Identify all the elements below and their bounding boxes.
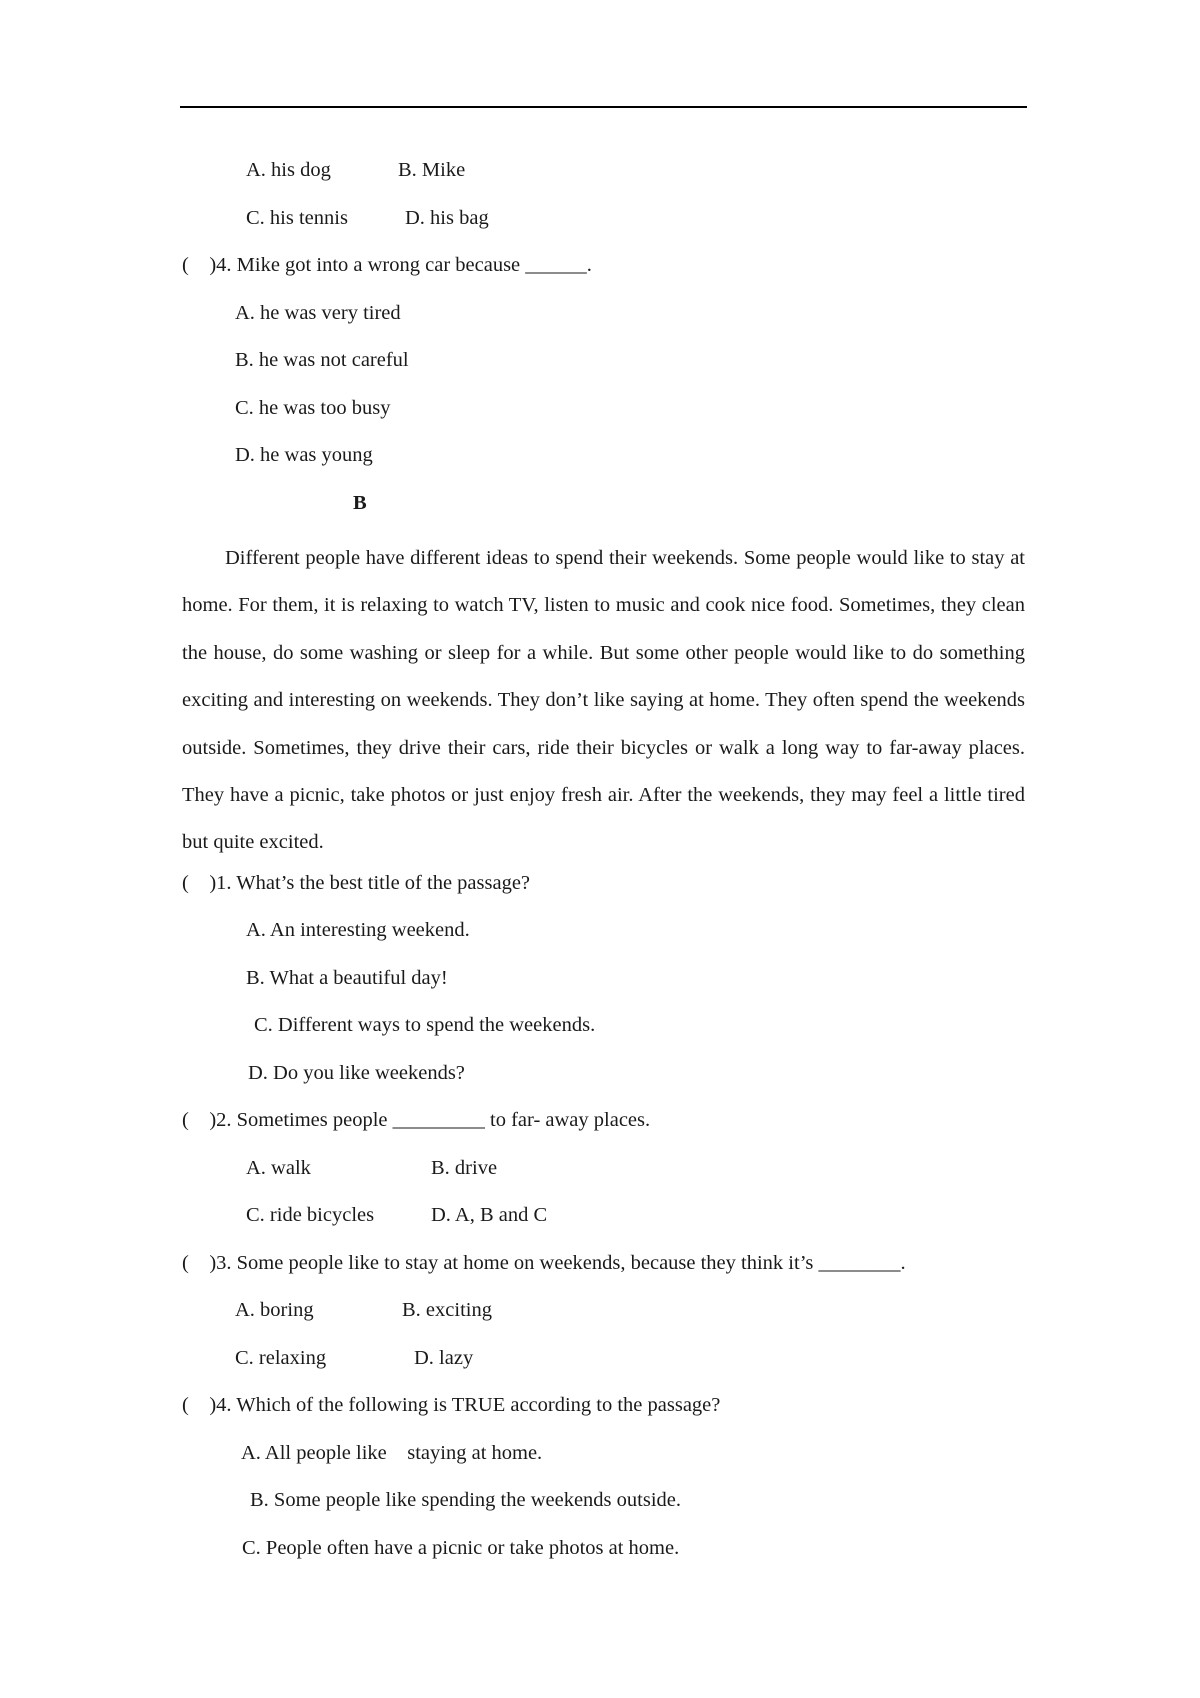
q4-option-a: A. he was very tired — [235, 302, 401, 324]
b-q3-option-b: B. exciting — [402, 1299, 492, 1321]
b-q4-option-a: A. All people like staying at home. — [241, 1442, 543, 1464]
b-question-4: ( )4. Which of the following is TRUE according to the passage? — [182, 1394, 721, 1416]
b-q1-option-a: A. An interesting weekend. — [246, 919, 470, 941]
question-4: ( )4. Mike got into a wrong car because ______. — [182, 254, 592, 276]
option-d: D. his bag — [405, 207, 489, 229]
section-heading: B — [353, 492, 367, 514]
b-q2-option-d: D. A, B and C — [431, 1204, 548, 1226]
option-c: C. his tennis — [246, 207, 348, 229]
passage: Different people have different ideas to spend their weekends. Some people would like to stay at home. For them, it is relaxing to watch TV, listen to music and cook nice food. Sometimes, they clean the house, do some washing or sleep for a while. But some other people would like to do something exciting and interesting on weekends. They don’t like saying at home. They often spend the weekends outside. Sometimes, they drive their cars, ride their bicycles or walk a long way to far-away places. They have a picnic, take photos or just enjoy fresh air. After the weekends, they may feel a little tired but quite excited. — [182, 547, 1025, 854]
b-q2-option-b: B. drive — [431, 1157, 498, 1179]
q4-option-b: B. he was not careful — [235, 349, 409, 371]
option-a: A. his dog — [246, 159, 331, 181]
b-q2-option-c: C. ride bicycles — [246, 1204, 375, 1226]
b-question-2: ( )2. Sometimes people _________ to far- away places. — [182, 1109, 651, 1131]
header-rule — [180, 106, 1027, 108]
b-q3-option-a: A. boring — [235, 1299, 314, 1321]
b-q1-option-c: C. Different ways to spend the weekends. — [254, 1014, 596, 1036]
q4-option-c: C. he was too busy — [235, 397, 391, 419]
b-question-1: ( )1. What’s the best title of the passage? — [182, 872, 531, 894]
b-q1-option-b: B. What a beautiful day! — [246, 967, 448, 989]
b-question-3: ( )3. Some people like to stay at home on weekends, because they think it’s ________. — [182, 1252, 906, 1274]
b-q4-option-c: C. People often have a picnic or take photos at home. — [242, 1537, 680, 1559]
b-q2-option-a: A. walk — [246, 1157, 311, 1179]
b-q1-option-d: D. Do you like weekends? — [248, 1062, 465, 1084]
b-q3-option-d: D. lazy — [414, 1347, 474, 1369]
b-q3-option-c: C. relaxing — [235, 1347, 327, 1369]
b-q4-option-b: B. Some people like spending the weekends outside. — [250, 1489, 681, 1511]
q4-option-d: D. he was young — [235, 444, 373, 466]
option-b: B. Mike — [398, 159, 466, 181]
